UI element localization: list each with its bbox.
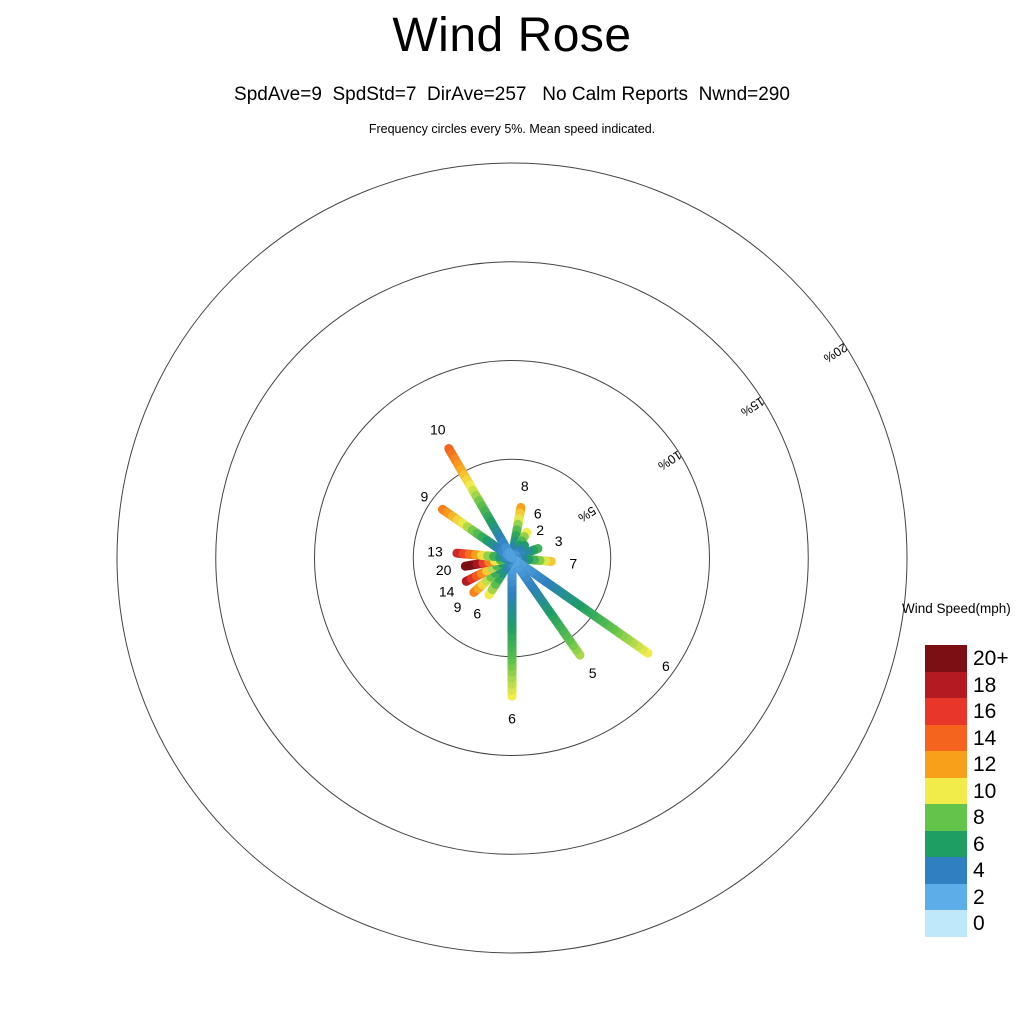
legend-swatch (925, 857, 967, 884)
legend-title: Wind Speed(mph) (902, 601, 1011, 616)
legend-row (925, 910, 1024, 937)
wind-petal (512, 558, 580, 655)
petal-mean-speed-label: 20 (435, 562, 452, 579)
petal-mean-speed-label: 13 (427, 543, 443, 560)
wind-petal (512, 558, 648, 653)
petal-mean-speed-label: 3 (554, 533, 563, 550)
petal-mean-speed-label: 9 (420, 488, 429, 505)
legend-label: 14 (973, 726, 997, 750)
legend-label: 12 (973, 753, 997, 776)
legend-swatch (925, 778, 967, 805)
legend-row (925, 778, 1024, 805)
petal-mean-speed-label: 9 (453, 599, 462, 616)
ring-label-15: 15% (738, 393, 767, 420)
legend (925, 645, 1024, 937)
legend-row (925, 672, 1024, 699)
legend-swatch (925, 910, 967, 937)
legend-label: 18 (973, 673, 997, 697)
legend-label: 8 (973, 806, 985, 829)
chart-subtitle: SpdAve=9 SpdStd=7 DirAve=257 No Calm Reports Nwnd=290 (234, 84, 790, 105)
legend-row (925, 645, 1024, 672)
petal-mean-speed-label: 10 (430, 421, 446, 438)
ring-label-10: 10% (655, 447, 685, 474)
legend-row (925, 725, 1024, 752)
chart-note: Frequency circles every 5%. Mean speed indicated. (368, 122, 656, 136)
legend-row (925, 857, 1024, 884)
petal-mean-speed-label: 14 (438, 583, 455, 600)
legend-swatch (925, 645, 967, 672)
petal-mean-speed-label: 8 (520, 477, 529, 494)
ring-label-20: 20% (821, 340, 850, 366)
legend-swatch (925, 804, 967, 831)
legend-row (925, 804, 1024, 831)
legend-label: 20+ (973, 647, 1009, 670)
legend-swatch (925, 725, 967, 752)
ring-label-5: 5% (575, 503, 599, 525)
legend-swatch (925, 884, 967, 911)
legend-swatch (925, 672, 967, 699)
petal-mean-speed-label: 6 (662, 657, 670, 674)
petal-mean-speed-label: 6 (533, 505, 542, 522)
legend-label: 10 (973, 779, 997, 803)
petal-mean-speed-label: 2 (536, 521, 545, 538)
legend-swatch (925, 698, 967, 725)
page-title: Wind Rose (392, 9, 632, 62)
petal-mean-speed-label: 6 (473, 605, 482, 622)
petal-mean-speed-label: 6 (508, 710, 516, 727)
legend-label: 16 (973, 700, 997, 723)
legend-label: 6 (973, 832, 985, 856)
legend-row (925, 751, 1024, 778)
petal-mean-speed-label: 7 (569, 555, 578, 572)
legend-row (925, 831, 1024, 858)
legend-swatch (925, 751, 967, 778)
legend-label: 0 (973, 912, 985, 935)
legend-row (925, 884, 1024, 911)
petal-mean-speed-label: 5 (588, 665, 597, 682)
legend-row (925, 698, 1024, 725)
legend-swatch (925, 831, 967, 858)
legend-label: 2 (973, 885, 985, 909)
legend-label: 4 (973, 859, 985, 882)
